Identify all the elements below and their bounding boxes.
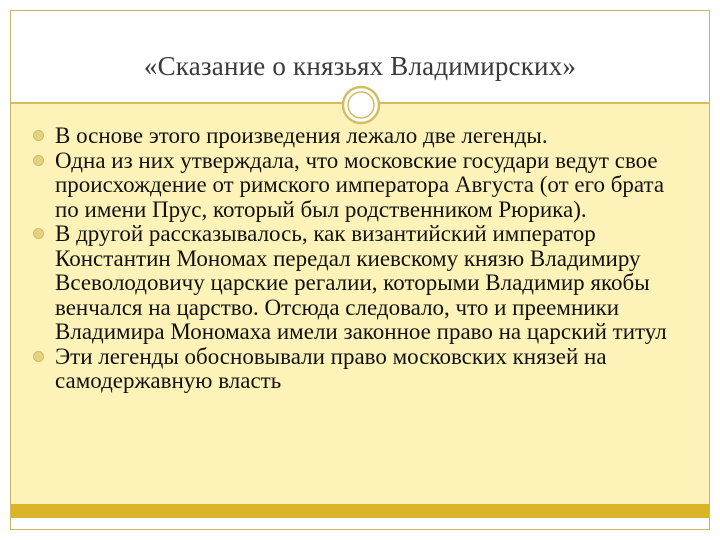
round-bullet-icon bbox=[33, 155, 44, 166]
round-bullet-icon bbox=[33, 228, 44, 239]
bullet-text: В основе этого произведения лежало две легенды. bbox=[55, 123, 548, 148]
bullet-item bbox=[33, 345, 693, 394]
bullet-item bbox=[33, 149, 693, 223]
double-ring-emblem-icon bbox=[341, 85, 381, 125]
bottom-accent-band bbox=[11, 504, 709, 518]
slide-title: «Сказание о князьях Владимирских» bbox=[143, 51, 577, 81]
round-bullet-icon bbox=[33, 130, 44, 141]
bullet-list bbox=[33, 124, 693, 394]
round-bullet-icon bbox=[33, 351, 44, 362]
bullet-item bbox=[33, 124, 693, 149]
bullet-item bbox=[33, 222, 693, 345]
bullet-text: Эти легенды обосновывали право московских князей на самодержавную власть bbox=[55, 343, 607, 393]
bullet-text: Одна из них утверждала, что московские государи ведут свое происхождение от римского императора Августа (от его брата по имени Прус, который был родственником Рюрика). bbox=[55, 147, 665, 222]
content-area bbox=[11, 104, 709, 504]
bullet-text: В другой рассказывалось, как византийский император Константин Мономах передал киевскому князю Владимиру Всеволодовичу царские регалии, которыми Владимир якобы венчался на царство. Отсюда следовало, что и преемники Владимира Мономаха имели законное право на царский титул bbox=[55, 221, 667, 344]
slide bbox=[10, 10, 710, 530]
